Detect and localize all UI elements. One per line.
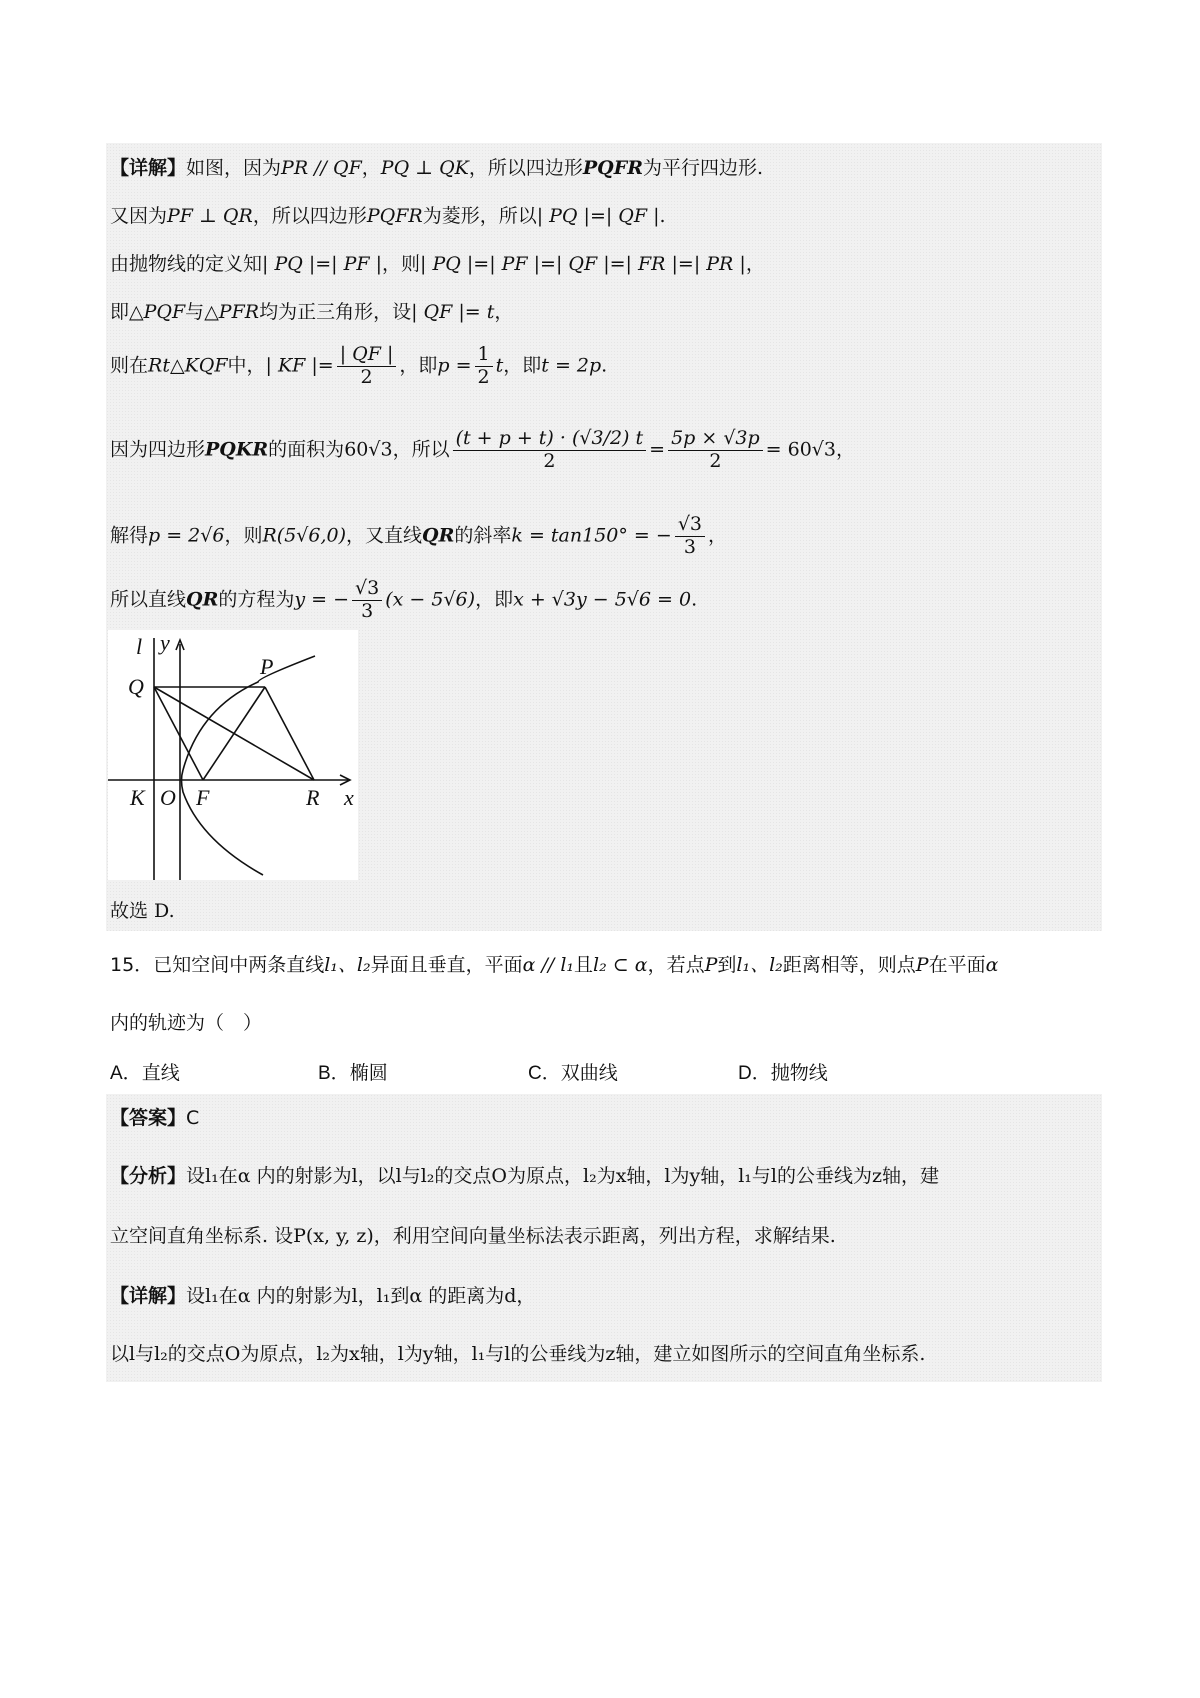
fraction-sqrt3-over-3: $\frac{√3}{3}$ — [675, 514, 705, 559]
detail-line-4: 即△PQF与△PFR均为正三角形，设| QF |= t， — [110, 301, 514, 323]
question-number: 15． — [110, 954, 154, 976]
answer-line — [110, 1104, 199, 1132]
question-15-line-1: 15．已知空间中两条直线l₁、l₂异面且垂直，平面α // l₁且l₂ ⊂ α，若点P到l₁、l₂距离相等，则点P在平面α — [110, 954, 999, 976]
fraction-line-slope: $\frac{√3}{3}$ — [352, 578, 382, 623]
detail2-line-1: 【详解】设l₁在α 内的射影为l，l₁到α 的距离为d， — [110, 1285, 536, 1307]
option-c: C．双曲线 — [528, 1063, 618, 1084]
detail-line-6: 因为四边形PQKR的面积为60√3，所以 $\frac{(t + p + t) \cdot (√3/2) t}{2}$ = $\frac{5p \times √3p}{2}$ = 60√3， — [110, 427, 856, 472]
label-o: O — [160, 785, 176, 810]
label-x: x — [344, 785, 354, 810]
analysis-line-2: 立空间直角坐标系. 设P(x, y, z)，利用空间向量坐标法表示距离，列出方程，求解结果. — [110, 1225, 836, 1247]
fraction-area: $\frac{(t + p + t) \cdot (√3/2) t}{2}$ — [453, 428, 647, 473]
detail-line-2: 又因为PF ⊥ QR，所以四边形PQFR为菱形，所以| PQ |=| QF |. — [110, 205, 666, 227]
parabola-figure — [108, 630, 358, 880]
fraction-5p: $\frac{5p \times √3p}{2}$ — [668, 428, 763, 473]
detail-tag: 【详解】 — [110, 157, 187, 179]
segment-pf — [203, 687, 265, 780]
label-f: F — [196, 785, 210, 810]
detail2-tag: 【详解】 — [110, 1285, 187, 1307]
question-15-line-2: 内的轨迹为（ ） — [110, 1012, 263, 1034]
option-d: D．抛物线 — [738, 1063, 828, 1084]
label-p: P — [260, 654, 274, 679]
detail-line-3: 由抛物线的定义知| PQ |=| PF |，则| PQ |=| PF |=| QF |=| FR |=| PR |， — [110, 253, 765, 275]
label-l: l — [136, 634, 143, 659]
label-r: R — [306, 785, 320, 810]
answer-value: C — [186, 1107, 200, 1129]
detail-line-8: 所以直线QR的方程为y = − $\frac{√3}{3}$ (x − 5√6)，即x + √3y − 5√6 = 0. — [110, 577, 698, 622]
detail2-line-2: 以l与l₂的交点O为原点，l₂为x轴，l为y轴，l₁与l的公垂线为z轴，建立如图所示的空间直角坐标系. — [110, 1343, 926, 1365]
label-q: Q — [128, 674, 144, 699]
answer-tag: 【答案】 — [110, 1107, 187, 1129]
option-b: B．椭圆 — [318, 1063, 388, 1084]
analysis-tag: 【分析】 — [110, 1165, 187, 1187]
detail-line-5: 则在Rt△KQF中，| KF |= $\frac{| QF |}{2}$ ，即p = $\frac{1}{2}$ t，即t = 2p. — [110, 343, 608, 388]
fraction-one-half: $\frac{1}{2}$ — [475, 344, 493, 389]
parabola-figure-svg — [108, 630, 358, 880]
option-a: A．直线 — [110, 1063, 180, 1084]
label-y: y — [160, 630, 170, 655]
detail-line-1: 【详解】如图，因为PR // QF，PQ ⊥ QK，所以四边形PQFR为平行四边形. — [110, 157, 764, 179]
fraction-qf-over-2: $\frac{| QF |}{2}$ — [337, 344, 397, 389]
detail-line-7: 解得p = 2√6，则R(5√6,0)，又直线QR的斜率k = tan150° = − $\frac{√3}{3}$ ， — [110, 513, 728, 558]
label-k: K — [130, 785, 145, 810]
analysis-line-1: 【分析】设l₁在α 内的射影为l，以l与l₂的交点O为原点，l₂为x轴，l为y轴，l₁与l的公垂线为z轴，建 — [110, 1165, 940, 1187]
parabola-curve — [182, 656, 316, 875]
conclusion: 故选 D. — [110, 900, 175, 922]
